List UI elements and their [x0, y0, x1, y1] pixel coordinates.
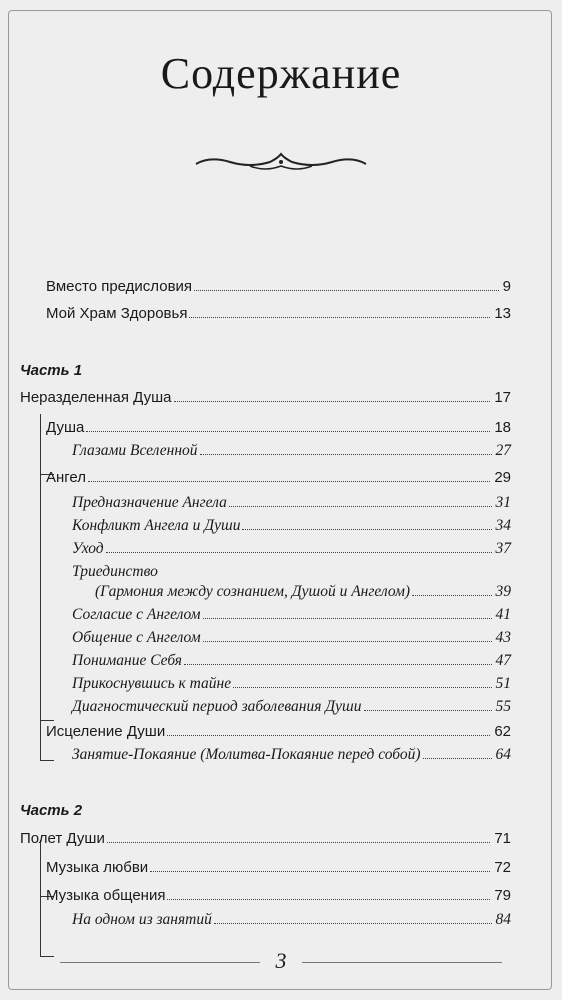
toc-entry[interactable]: Исцеление Души 62 [46, 723, 511, 740]
toc-entry[interactable]: Общение с Ангелом 43 [72, 629, 511, 646]
part1-bracket-b [40, 470, 41, 720]
part-heading: Часть 2 [20, 802, 83, 819]
part2-bracket-b [40, 896, 41, 956]
toc-entry[interactable]: (Гармония между сознанием, Душой и Ангелом) 39 [95, 583, 511, 600]
toc-entry[interactable]: Музыка общения 79 [46, 887, 511, 904]
toc-entry[interactable]: Понимание Себя 47 [72, 652, 511, 669]
toc-entry[interactable]: Диагностический период заболевания Души 55 [72, 698, 511, 715]
toc-entry[interactable]: Музыка любви 72 [46, 859, 511, 876]
toc-entry[interactable]: Глазами Вселенной 27 [72, 442, 511, 459]
toc-entry[interactable]: Прикоснувшись к тайне 51 [72, 675, 511, 692]
part1-bracket-c-foot [40, 760, 54, 761]
toc-entry[interactable]: Конфликт Ангела и Души 34 [72, 517, 511, 534]
toc-entry[interactable]: Триединство [72, 563, 158, 580]
toc-entry[interactable]: Уход 37 [72, 540, 511, 557]
toc-entry[interactable]: Душа 18 [46, 419, 511, 436]
toc-entry[interactable]: На одном из занятий 84 [72, 911, 511, 928]
divider-ornament-icon [190, 148, 372, 178]
toc-entry[interactable]: Предназначение Ангела 31 [72, 494, 511, 511]
page-number: 3 [275, 948, 287, 973]
page-title: Содержание [160, 49, 402, 98]
toc-entry[interactable]: Вместо предисловия 9 [46, 278, 511, 295]
part1-bracket-c [40, 720, 41, 760]
toc-entry[interactable]: Занятие-Покаяние (Молитва-Покаяние перед собой) 64 [72, 746, 511, 763]
toc-entry[interactable]: Неразделенная Душа 17 [20, 389, 511, 406]
part1-bracket-b-foot [40, 720, 54, 721]
toc-entry[interactable]: Ангел 29 [46, 469, 511, 486]
part-heading: Часть 1 [20, 362, 83, 379]
toc-entry[interactable]: Мой Храм Здоровья 13 [46, 305, 511, 322]
part1-bracket-a [40, 414, 41, 474]
toc-entry[interactable]: Согласие с Ангелом 41 [72, 606, 511, 623]
toc-entry[interactable]: Полет Души 71 [20, 830, 511, 847]
